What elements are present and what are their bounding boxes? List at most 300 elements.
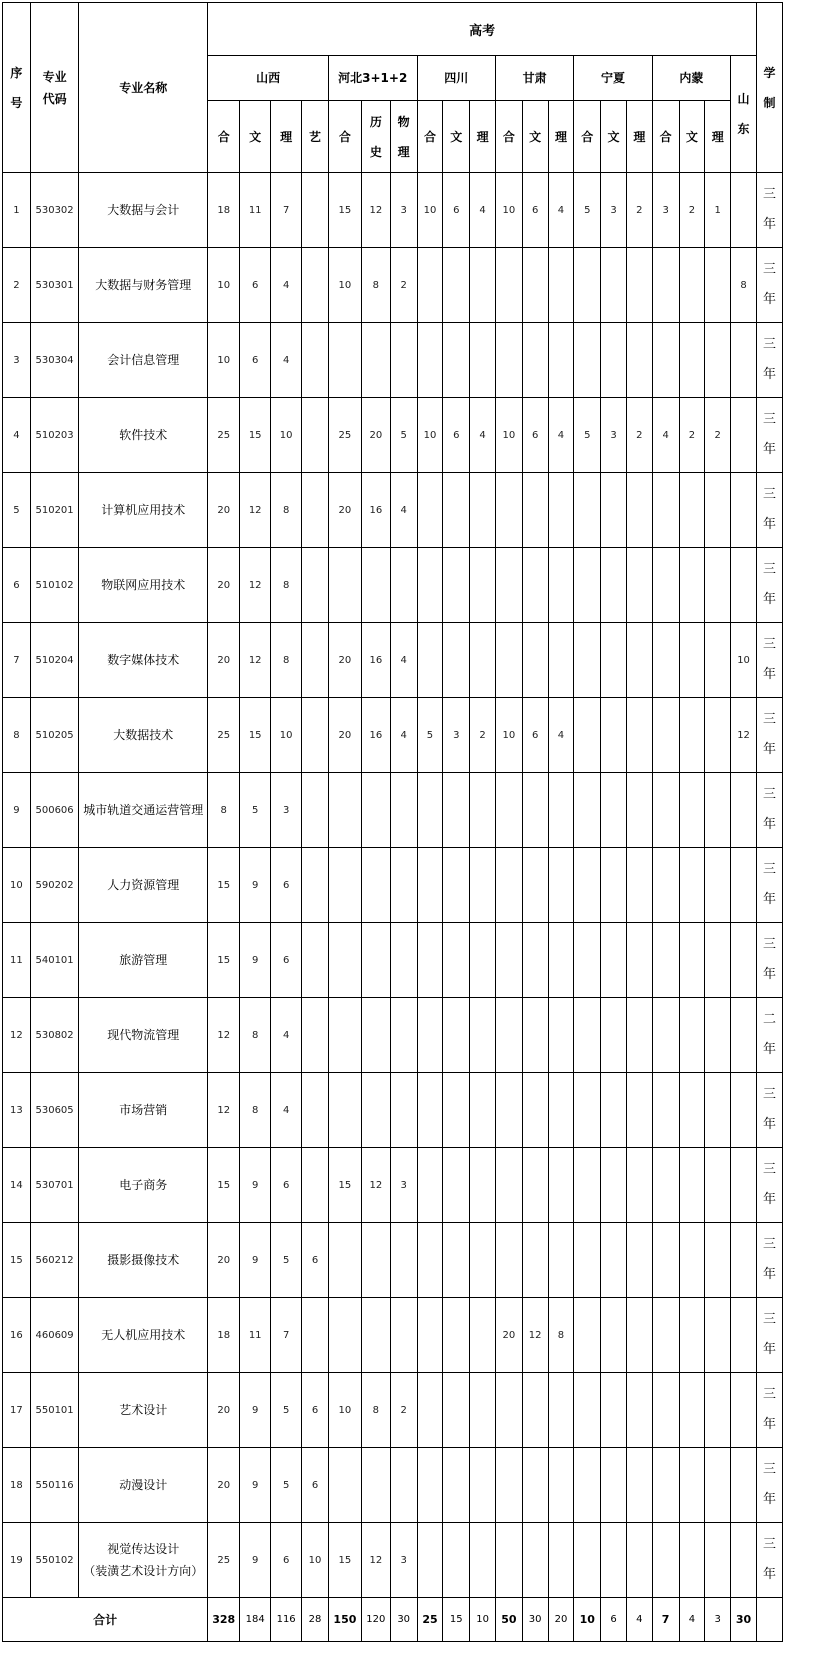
header-province-ningxia: 宁夏 — [574, 56, 652, 101]
cell-hb: 2 — [390, 248, 417, 323]
enrollment-table — [2, 2, 783, 1642]
cell-years — [757, 398, 783, 473]
cell-years — [757, 848, 783, 923]
sub-li: 理 — [271, 101, 302, 173]
total-sx: 28 — [302, 1598, 329, 1642]
cell-hb — [328, 998, 361, 1073]
cell-gs: 4 — [548, 173, 574, 248]
cell-seq: 7 — [3, 623, 31, 698]
cell-nx — [574, 473, 601, 548]
cell-sc — [443, 1148, 470, 1223]
header-province-neimeng: 内蒙 — [652, 56, 730, 101]
cell-sx: 6 — [271, 1523, 302, 1598]
cell-nm — [705, 848, 731, 923]
cell-major-name — [79, 1073, 208, 1148]
cell-nm: 2 — [705, 398, 731, 473]
sub-li: 理 — [548, 101, 574, 173]
years-char: 年 — [763, 442, 777, 457]
cell-nm — [679, 1523, 705, 1598]
major-name-line: 物联网应用技术 — [101, 578, 186, 592]
cell-sc — [470, 1073, 496, 1148]
cell-code: 510102 — [30, 548, 78, 623]
cell-major-name — [79, 248, 208, 323]
cell-seq: 17 — [3, 1373, 31, 1448]
total-nm: 7 — [652, 1598, 679, 1642]
cell-nm — [652, 998, 679, 1073]
total-gs: 50 — [495, 1598, 522, 1642]
cell-sc: 6 — [443, 398, 470, 473]
cell-code: 510203 — [30, 398, 78, 473]
cell-nm — [705, 1298, 731, 1373]
cell-nm — [652, 623, 679, 698]
cell-major-name — [79, 1523, 208, 1598]
cell-gs — [548, 1523, 574, 1598]
table-row — [3, 1073, 783, 1148]
major-name-line: 数字媒体技术 — [107, 653, 180, 667]
cell-sx: 9 — [240, 1373, 271, 1448]
years-char: 三 — [763, 862, 777, 877]
years-char: 年 — [763, 1267, 777, 1282]
cell-years — [757, 1448, 783, 1523]
cell-sx — [302, 173, 329, 248]
table-row — [3, 623, 783, 698]
cell-nx — [601, 1373, 627, 1448]
cell-sx: 10 — [302, 1523, 329, 1598]
cell-sx: 5 — [271, 1373, 302, 1448]
header-name: 专业名称 — [79, 3, 208, 173]
cell-seq: 16 — [3, 1298, 31, 1373]
cell-hb — [328, 1073, 361, 1148]
cell-sd — [731, 1448, 757, 1523]
cell-code: 530302 — [30, 173, 78, 248]
cell-gs — [522, 1073, 548, 1148]
cell-code: 460609 — [30, 1298, 78, 1373]
cell-hb — [361, 848, 390, 923]
cell-hb: 2 — [390, 1373, 417, 1448]
cell-nx — [574, 923, 601, 998]
sub-he: 合 — [574, 101, 601, 173]
table-row — [3, 1148, 783, 1223]
cell-sx: 9 — [240, 1448, 271, 1523]
cell-sc — [417, 1073, 443, 1148]
cell-nm — [705, 323, 731, 398]
cell-sc — [443, 248, 470, 323]
cell-gs — [522, 773, 548, 848]
cell-sc — [470, 1373, 496, 1448]
cell-nx — [601, 1148, 627, 1223]
cell-nm — [679, 323, 705, 398]
cell-nm — [679, 848, 705, 923]
cell-code: 590202 — [30, 848, 78, 923]
cell-hb: 16 — [361, 698, 390, 773]
years-char: 年 — [763, 592, 777, 607]
cell-nm — [705, 1448, 731, 1523]
cell-nx — [601, 1448, 627, 1523]
cell-hb — [390, 1298, 417, 1373]
cell-gs — [522, 1373, 548, 1448]
cell-seq: 2 — [3, 248, 31, 323]
cell-sc — [470, 1298, 496, 1373]
major-name-line: 大数据与会计 — [107, 203, 180, 217]
cell-code: 510201 — [30, 473, 78, 548]
cell-nm — [705, 698, 731, 773]
cell-hb — [328, 1298, 361, 1373]
cell-nx — [601, 548, 627, 623]
cell-sc — [443, 323, 470, 398]
years-char: 三 — [763, 337, 777, 352]
sub-yi: 艺 — [302, 101, 329, 173]
cell-gs — [522, 323, 548, 398]
cell-gs — [522, 473, 548, 548]
cell-gs — [548, 323, 574, 398]
cell-sx: 20 — [208, 1223, 240, 1298]
cell-hb: 12 — [361, 173, 390, 248]
cell-sx: 6 — [302, 1448, 329, 1523]
cell-nx: 3 — [601, 173, 627, 248]
cell-code: 550116 — [30, 1448, 78, 1523]
cell-seq: 11 — [3, 923, 31, 998]
table-row — [3, 1523, 783, 1598]
years-char: 年 — [763, 1492, 777, 1507]
table-row — [3, 173, 783, 248]
major-name-line: 市场营销 — [119, 1103, 168, 1117]
cell-nx: 5 — [574, 173, 601, 248]
sub-wen: 文 — [522, 101, 548, 173]
cell-nx — [601, 248, 627, 323]
cell-nx — [574, 623, 601, 698]
cell-major-name — [79, 398, 208, 473]
total-gs: 20 — [548, 1598, 574, 1642]
cell-sd — [731, 548, 757, 623]
years-char: 年 — [763, 367, 777, 382]
cell-hb: 15 — [328, 1148, 361, 1223]
cell-nm — [652, 1298, 679, 1373]
cell-hb: 16 — [361, 473, 390, 548]
cell-sx: 6 — [240, 248, 271, 323]
cell-gs — [495, 1373, 522, 1448]
cell-nx — [601, 848, 627, 923]
years-char: 年 — [763, 1567, 777, 1582]
cell-sx — [302, 773, 329, 848]
cell-sx — [302, 548, 329, 623]
major-name-line: 计算机应用技术 — [101, 503, 186, 517]
cell-sd — [731, 1148, 757, 1223]
major-name-line: 大数据技术 — [113, 728, 174, 742]
cell-gs: 10 — [495, 398, 522, 473]
cell-hb: 3 — [390, 1148, 417, 1223]
cell-hb — [361, 923, 390, 998]
cell-sx: 20 — [208, 623, 240, 698]
cell-nx — [574, 773, 601, 848]
total-gs: 30 — [522, 1598, 548, 1642]
years-char: 三 — [763, 1537, 777, 1552]
years-char: 三 — [763, 487, 777, 502]
cell-sx: 9 — [240, 1148, 271, 1223]
cell-sx: 20 — [208, 1373, 240, 1448]
cell-gs — [522, 1448, 548, 1523]
cell-nm — [679, 1148, 705, 1223]
cell-nm — [652, 248, 679, 323]
cell-nm — [705, 473, 731, 548]
cell-sx: 11 — [240, 173, 271, 248]
cell-hb: 12 — [361, 1523, 390, 1598]
cell-major-name — [79, 548, 208, 623]
cell-sd — [731, 998, 757, 1073]
cell-sc — [417, 848, 443, 923]
total-sc: 10 — [470, 1598, 496, 1642]
table-row — [3, 398, 783, 473]
total-sc: 15 — [443, 1598, 470, 1642]
cell-major-name — [79, 1298, 208, 1373]
cell-gs — [548, 548, 574, 623]
cell-hb — [328, 923, 361, 998]
cell-sx: 15 — [240, 398, 271, 473]
major-name-line: 城市轨道交通运营管理 — [83, 803, 204, 817]
cell-gs — [522, 548, 548, 623]
cell-gs — [495, 773, 522, 848]
cell-sc — [470, 998, 496, 1073]
cell-nx — [574, 698, 601, 773]
cell-sx: 20 — [208, 473, 240, 548]
years-char: 三 — [763, 787, 777, 802]
cell-sx — [302, 1073, 329, 1148]
cell-nx — [626, 1223, 652, 1298]
cell-years — [757, 473, 783, 548]
cell-nx — [626, 1298, 652, 1373]
cell-hb — [328, 1448, 361, 1523]
cell-hb — [390, 773, 417, 848]
cell-gs: 6 — [522, 698, 548, 773]
cell-gs — [548, 1373, 574, 1448]
cell-sc: 4 — [470, 398, 496, 473]
cell-sc — [443, 923, 470, 998]
cell-sc — [443, 473, 470, 548]
cell-sx: 11 — [240, 1298, 271, 1373]
cell-code: 550101 — [30, 1373, 78, 1448]
table-row — [3, 473, 783, 548]
cell-sx: 8 — [208, 773, 240, 848]
cell-nx — [574, 548, 601, 623]
cell-nx — [574, 1223, 601, 1298]
cell-nm — [705, 548, 731, 623]
years-char: 三 — [763, 712, 777, 727]
cell-sc — [443, 1073, 470, 1148]
cell-gs — [495, 548, 522, 623]
sub-wen: 文 — [240, 101, 271, 173]
cell-years — [757, 1148, 783, 1223]
cell-nx — [601, 1223, 627, 1298]
cell-gs — [495, 323, 522, 398]
cell-nx — [626, 323, 652, 398]
cell-nx — [574, 1448, 601, 1523]
cell-nm — [705, 773, 731, 848]
cell-gs — [522, 248, 548, 323]
cell-nx: 5 — [574, 398, 601, 473]
cell-sx: 7 — [271, 173, 302, 248]
cell-seq: 10 — [3, 848, 31, 923]
cell-sc — [470, 473, 496, 548]
cell-years — [757, 323, 783, 398]
cell-hb: 20 — [328, 623, 361, 698]
cell-nx — [626, 248, 652, 323]
cell-seq: 3 — [3, 323, 31, 398]
cell-nx — [626, 473, 652, 548]
total-sx: 184 — [240, 1598, 271, 1642]
cell-nx — [626, 998, 652, 1073]
cell-hb: 10 — [328, 1373, 361, 1448]
cell-sd: 10 — [731, 623, 757, 698]
cell-sc — [417, 1148, 443, 1223]
cell-sc — [443, 848, 470, 923]
cell-years — [757, 548, 783, 623]
cell-hb: 10 — [328, 248, 361, 323]
cell-sx — [302, 248, 329, 323]
cell-sx: 5 — [271, 1223, 302, 1298]
cell-nx — [626, 773, 652, 848]
cell-sc — [470, 548, 496, 623]
cell-years — [757, 248, 783, 323]
cell-sd — [731, 1073, 757, 1148]
cell-seq: 14 — [3, 1148, 31, 1223]
cell-gs — [548, 1223, 574, 1298]
cell-sx — [302, 323, 329, 398]
cell-seq: 18 — [3, 1448, 31, 1523]
cell-nx — [626, 923, 652, 998]
cell-gs — [548, 1073, 574, 1148]
cell-nm — [652, 698, 679, 773]
cell-sc — [417, 323, 443, 398]
major-name-line: 动漫设计 — [119, 1478, 168, 1492]
years-char: 年 — [763, 1042, 777, 1057]
cell-seq: 5 — [3, 473, 31, 548]
years-char: 三 — [763, 262, 777, 277]
cell-sc — [417, 1448, 443, 1523]
cell-hb: 4 — [390, 473, 417, 548]
cell-hb: 15 — [328, 1523, 361, 1598]
years-char: 三 — [763, 1387, 777, 1402]
sub-he: 合 — [208, 101, 240, 173]
cell-nx — [601, 323, 627, 398]
cell-nx — [601, 923, 627, 998]
table-row — [3, 998, 783, 1073]
cell-seq: 13 — [3, 1073, 31, 1148]
cell-nm — [652, 1448, 679, 1523]
cell-nm — [679, 473, 705, 548]
total-row — [3, 1598, 783, 1642]
cell-major-name — [79, 323, 208, 398]
cell-sc — [470, 1448, 496, 1523]
cell-code: 530301 — [30, 248, 78, 323]
cell-sx — [302, 998, 329, 1073]
cell-sx — [302, 1298, 329, 1373]
header-province-shanxi: 山西 — [208, 56, 329, 101]
cell-nx — [574, 1373, 601, 1448]
cell-nm — [652, 923, 679, 998]
cell-gs — [548, 1148, 574, 1223]
cell-hb — [328, 848, 361, 923]
table-row — [3, 773, 783, 848]
cell-nm: 2 — [679, 173, 705, 248]
years-char: 三 — [763, 937, 777, 952]
total-nx: 4 — [626, 1598, 652, 1642]
years-char: 三 — [763, 1462, 777, 1477]
cell-gs — [548, 998, 574, 1073]
years-char: 三 — [763, 412, 777, 427]
cell-nx — [601, 998, 627, 1073]
cell-gs — [522, 923, 548, 998]
cell-sc — [443, 623, 470, 698]
years-char: 三 — [763, 562, 777, 577]
cell-sx: 6 — [271, 848, 302, 923]
cell-nx — [574, 848, 601, 923]
cell-sc — [470, 248, 496, 323]
cell-nx — [601, 773, 627, 848]
major-name-line: 软件技术 — [119, 428, 168, 442]
sub-wuli: 物 理 — [390, 101, 417, 173]
major-name-line: 大数据与财务管理 — [95, 278, 192, 292]
cell-nm — [652, 848, 679, 923]
cell-nm — [652, 1523, 679, 1598]
cell-nx: 2 — [626, 173, 652, 248]
cell-gs — [548, 923, 574, 998]
major-name-line: 摄影摄像技术 — [107, 1253, 180, 1267]
cell-hb: 8 — [361, 1373, 390, 1448]
cell-nx — [626, 1523, 652, 1598]
header-code: 专业 代码 — [30, 3, 78, 173]
cell-sx: 12 — [240, 473, 271, 548]
cell-gs — [548, 623, 574, 698]
sub-li: 理 — [626, 101, 652, 173]
cell-gs: 10 — [495, 698, 522, 773]
cell-sx: 12 — [240, 548, 271, 623]
cell-hb — [361, 323, 390, 398]
major-name-line: 无人机应用技术 — [101, 1328, 186, 1342]
years-char: 年 — [763, 292, 777, 307]
years-char: 三 — [763, 1087, 777, 1102]
cell-sx: 20 — [208, 1448, 240, 1523]
cell-gs — [495, 848, 522, 923]
cell-sd: 8 — [731, 248, 757, 323]
cell-sc — [470, 773, 496, 848]
cell-sx: 6 — [302, 1373, 329, 1448]
cell-nm: 2 — [679, 398, 705, 473]
table-row — [3, 1373, 783, 1448]
cell-sc — [417, 773, 443, 848]
cell-code: 510204 — [30, 623, 78, 698]
cell-gs — [522, 998, 548, 1073]
cell-seq: 9 — [3, 773, 31, 848]
cell-hb — [361, 998, 390, 1073]
sub-he: 合 — [495, 101, 522, 173]
table-row — [3, 548, 783, 623]
cell-hb: 12 — [361, 1148, 390, 1223]
cell-sc — [470, 923, 496, 998]
cell-hb — [390, 923, 417, 998]
table-row — [3, 1298, 783, 1373]
cell-years — [757, 1073, 783, 1148]
cell-sx: 6 — [271, 1148, 302, 1223]
cell-sc: 4 — [470, 173, 496, 248]
years-char: 三 — [763, 637, 777, 652]
cell-hb — [390, 1448, 417, 1523]
cell-sx: 9 — [240, 848, 271, 923]
cell-gs: 8 — [548, 1298, 574, 1373]
cell-code: 530802 — [30, 998, 78, 1073]
cell-nx — [626, 623, 652, 698]
cell-sx: 8 — [271, 473, 302, 548]
years-char: 三 — [763, 1312, 777, 1327]
cell-gs — [522, 1523, 548, 1598]
